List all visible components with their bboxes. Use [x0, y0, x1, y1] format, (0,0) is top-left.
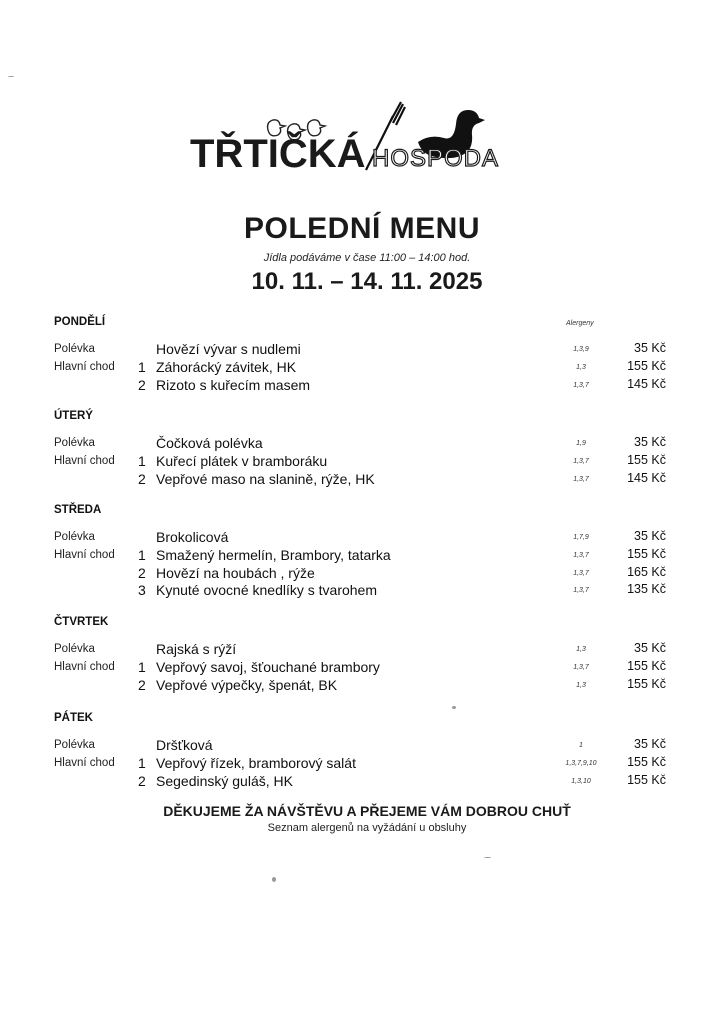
- serving-hours: Jídla podáváme v čase 11:00 – 14:00 hod.: [263, 252, 471, 264]
- page-title: POLEDNÍ MENU: [243, 212, 480, 245]
- course-type: Polévka: [54, 739, 95, 751]
- allergen-codes: 1,3,7: [573, 381, 589, 389]
- dish-price: 35 Kč: [634, 737, 666, 751]
- menu-item-row: [0, 754, 724, 772]
- dish-price: 155 Kč: [627, 546, 666, 561]
- dish-number: 2: [138, 676, 146, 693]
- dish-number: 2: [138, 772, 146, 789]
- day-heading: PONDĚLÍ: [54, 316, 106, 328]
- dish-name: Kynuté ovocné knedlíky s tvarohem: [156, 582, 378, 599]
- menu-item-row: [0, 528, 724, 546]
- dish-number: 1: [138, 358, 146, 375]
- dish-price: 145 Kč: [627, 470, 666, 485]
- dish-number: 3: [138, 582, 146, 599]
- dish-number: 1: [138, 754, 146, 771]
- allergen-codes: 1,7,9: [573, 534, 589, 541]
- course-type: Polévka: [54, 437, 95, 449]
- scan-speck: [8, 76, 14, 77]
- menu-item-row: [0, 358, 724, 376]
- scan-speck: [272, 877, 276, 882]
- dish-name: Záhorácký závitek, HK: [156, 358, 297, 375]
- dish-price: 155 Kč: [627, 358, 666, 373]
- dish-price: 145 Kč: [627, 376, 666, 391]
- dish-name: Dršťková: [156, 737, 213, 753]
- course-type: Hlavní chod: [54, 360, 115, 373]
- dish-price: 35 Kč: [634, 341, 666, 355]
- dish-number: 1: [138, 452, 146, 469]
- menu-item-row: [0, 452, 724, 470]
- dish-price: 155 Kč: [627, 754, 666, 769]
- dish-price: 35 Kč: [634, 529, 666, 543]
- date-range: 10. 11. – 14. 11. 2025: [251, 268, 483, 295]
- allergen-codes: 1,3,7,9,10: [565, 759, 597, 767]
- menu-item-row: [0, 470, 724, 488]
- allergen-note: Seznam alergenů na vyžádání u obsluhy: [267, 822, 467, 834]
- dish-name: Hovězí na houbách , rýže: [156, 564, 315, 581]
- day-heading: STŘEDA: [54, 504, 102, 516]
- day-heading: ČTVRTEK: [54, 616, 109, 628]
- dish-price: 165 Kč: [627, 564, 666, 579]
- menu-item-row: [0, 376, 724, 394]
- dish-name: Hovězí vývar s nudlemi: [156, 341, 301, 357]
- course-type: Polévka: [54, 343, 95, 355]
- dish-name: Brokolicová: [156, 529, 229, 545]
- scan-speck: [452, 706, 456, 709]
- dish-name: Čočková polévka: [156, 435, 263, 451]
- menu-item-row: [0, 564, 724, 582]
- course-type: Hlavní chod: [54, 756, 115, 769]
- course-type: Hlavní chod: [54, 454, 115, 467]
- course-type: Hlavní chod: [54, 660, 115, 673]
- dish-name: Vepřový savoj, šťouchané brambory: [156, 658, 380, 675]
- dish-price: 35 Kč: [634, 435, 666, 449]
- allergen-codes: 1,3,9: [573, 346, 589, 353]
- logo-brand-right: HOSPODA: [372, 145, 500, 172]
- thanks-message: DĚKUJEME ŽA NÁVŠTĚVU A PŘEJEME VÁM DOBROU CHUŤ: [163, 803, 571, 819]
- allergen-codes: 1,3,10: [571, 777, 591, 785]
- dish-price: 155 Kč: [627, 772, 666, 787]
- logo-brand-left: TŘTIČKÁ: [190, 132, 366, 176]
- dish-name: Vepřový řízek, bramborový salát: [156, 754, 356, 771]
- allergen-codes: 1,3: [576, 363, 586, 371]
- allergen-codes: 1,3,7: [573, 457, 589, 465]
- restaurant-logo: [190, 100, 550, 190]
- dish-price: 155 Kč: [627, 676, 666, 691]
- day-heading: ÚTERÝ: [54, 410, 93, 422]
- allergen-codes: 1,9: [576, 440, 586, 447]
- dish-number: 2: [138, 564, 146, 581]
- dish-price: 155 Kč: [627, 452, 666, 467]
- dish-price: 135 Kč: [627, 582, 666, 597]
- menu-item-row: [0, 658, 724, 676]
- course-type: Polévka: [54, 643, 95, 655]
- allergen-column-header: Alergeny: [566, 320, 594, 327]
- dish-number: 2: [138, 470, 146, 487]
- allergen-codes: 1,3,7: [573, 663, 589, 671]
- dish-name: Smažený hermelín, Brambory, tatarka: [156, 546, 391, 563]
- course-type: Polévka: [54, 531, 95, 543]
- allergen-codes: 1: [579, 742, 583, 749]
- menu-item-row: [0, 546, 724, 564]
- menu-item-row: [0, 581, 724, 599]
- menu-item-row: [0, 736, 724, 754]
- dish-name: Rizoto s kuřecím masem: [156, 376, 311, 393]
- dish-number: 2: [138, 376, 146, 393]
- menu-item-row: [0, 772, 724, 790]
- allergen-codes: 1,3,7: [573, 475, 589, 483]
- allergen-codes: 1,3,7: [573, 587, 589, 595]
- dish-number: 1: [138, 658, 146, 675]
- menu-item-row: [0, 640, 724, 658]
- menu-item-row: [0, 676, 724, 694]
- dish-name: Vepřové maso na slanině, rýže, HK: [156, 470, 375, 487]
- menu-item-row: [0, 434, 724, 452]
- allergen-codes: 1,3: [576, 681, 586, 689]
- dish-name: Rajská s rýží: [156, 641, 237, 657]
- dish-name: Vepřové výpečky, špenát, BK: [156, 676, 338, 693]
- dish-price: 155 Kč: [627, 658, 666, 673]
- dish-price: 35 Kč: [634, 641, 666, 655]
- dish-name: Kuřecí plátek v bramboráku: [156, 452, 328, 469]
- day-heading: PÁTEK: [54, 712, 93, 724]
- menu-item-row: [0, 340, 724, 358]
- allergen-codes: 1,3: [576, 646, 586, 653]
- dish-number: 1: [138, 546, 146, 563]
- course-type: Hlavní chod: [54, 548, 115, 561]
- scan-speck: [484, 857, 491, 858]
- allergen-codes: 1,3,7: [573, 551, 589, 559]
- dish-name: Segedinský guláš, HK: [156, 772, 293, 789]
- allergen-codes: 1,3,7: [573, 569, 589, 577]
